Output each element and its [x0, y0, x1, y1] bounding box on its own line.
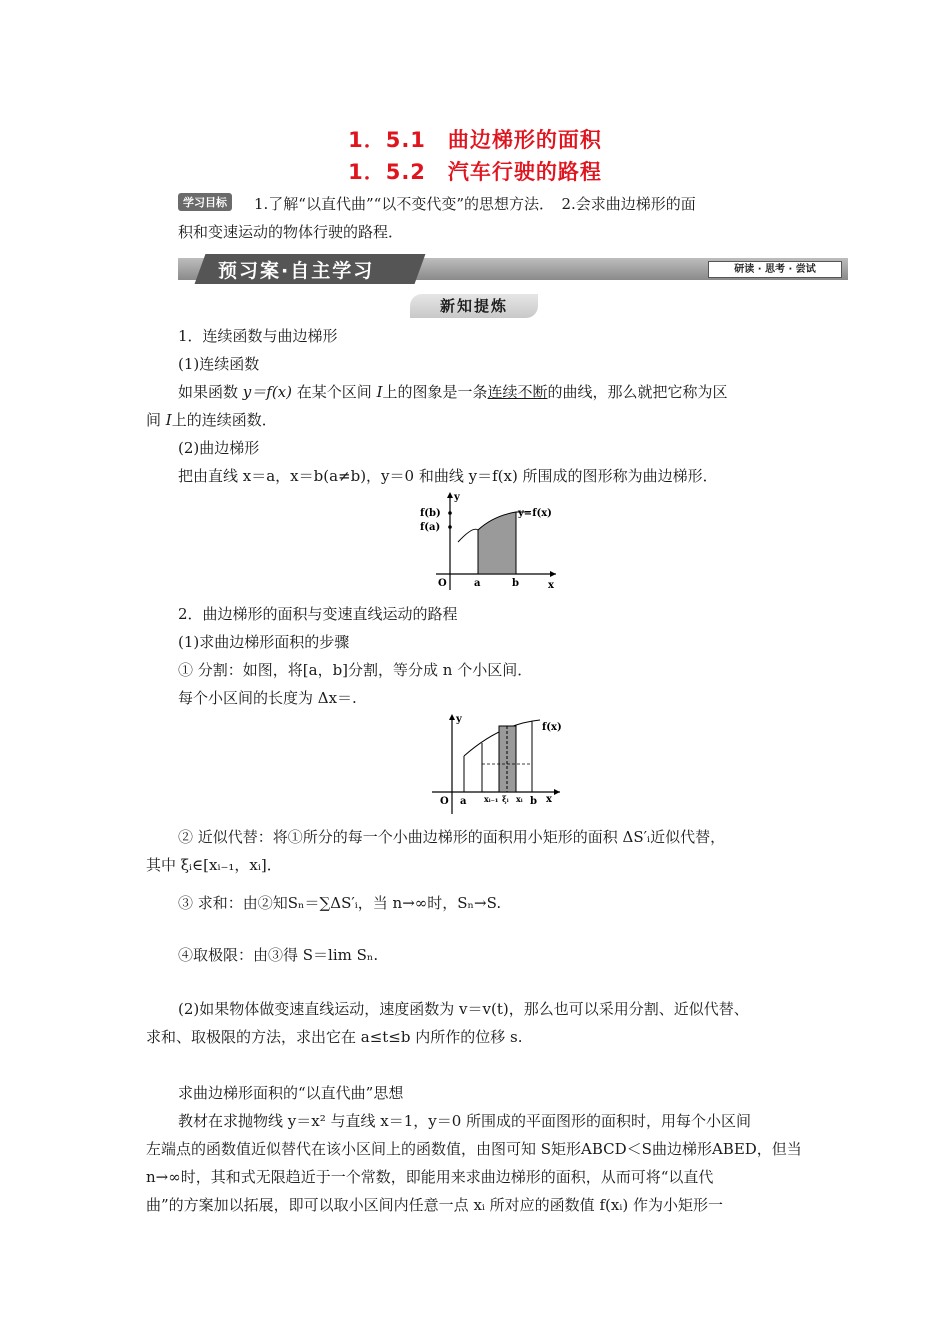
step-3: ③ 求和：由②知Sₙ＝∑ΔS′ᵢ，当 n→∞时，Sₙ→S.: [178, 894, 502, 912]
fig1-b-label: b: [512, 578, 519, 589]
fig1-fa-label: f(a): [420, 522, 441, 533]
figure-partition: [420, 712, 572, 818]
fig2-fx-label: f(x): [542, 722, 562, 733]
heading-2: 2．曲边梯形的面积与变速直线运动的路程: [178, 605, 458, 623]
fig2-xi-label: ξᵢ: [502, 794, 509, 804]
fig2-y-label: y: [456, 714, 462, 725]
heading-1: 1．连续函数与曲边梯形: [178, 327, 338, 345]
para-2: 把由直线 x＝a，x＝b(a≠b)，y＝0 和曲线 y＝f(x) 所围成的图形称为曲边梯形．: [178, 467, 718, 485]
goal-line-2: 积和变速运动的物体行驶的路程．: [178, 223, 404, 241]
heading-2a: (1)求曲边梯形面积的步骤: [178, 633, 350, 651]
para-1b: 间 I上的连续函数．: [146, 411, 277, 429]
fig1-a-label: a: [474, 578, 481, 589]
para-3: (2)如果物体做变速直线运动，速度函数为 v＝v(t)，那么也可以采用分割、近似代替、: [178, 1000, 749, 1018]
fig2-a-label: a: [460, 796, 467, 807]
step-4: ④取极限：由③得 S＝lim Sₙ.: [178, 946, 379, 964]
fig1-origin-label: O: [438, 578, 447, 589]
para-4-line-4: 曲”的方案加以拓展，即可以取小区间内任意一点 xᵢ 所对应的函数值 f(xᵢ) 作为小矩形一: [146, 1196, 723, 1214]
section-band-title: 预习案·自主学习: [218, 260, 375, 282]
para-4-line-3: n→∞时，其和式无限趋近于一个常数，即能用来求曲边梯形的面积，从而可将“以直代: [146, 1168, 714, 1186]
para-3b: 求和、取极限的方法，求出它在 a≤t≤b 内所作的位移 s.: [146, 1028, 523, 1046]
heading-3: 求曲边梯形面积的“以直代曲”思想: [178, 1084, 404, 1102]
figure-curved-trapezoid: [418, 490, 558, 596]
fig1-y-label: y: [454, 492, 460, 503]
goal-line-1: 1.了解“以直代曲”“以不变代变”的思想方法． 2.会求曲边梯形的面: [254, 195, 696, 213]
step-1: ① 分割：如图，将[a，b]分割，等分成 n 个小区间．: [178, 661, 533, 679]
step-2b: 其中 ξᵢ∈[xᵢ₋₁，xᵢ]．: [146, 856, 282, 874]
fig2-xii-label: xᵢ: [516, 794, 523, 804]
fig2-x-label: x: [546, 794, 552, 805]
fig1-x-label: x: [548, 580, 554, 591]
title-2: 1．5.2 汽车行驶的路程: [348, 160, 602, 184]
step-1b: 每个小区间的长度为 Δx＝.: [178, 689, 357, 707]
fig2-xi1-label: xᵢ₋₁: [484, 794, 499, 804]
step-2: ② 近似代替：将①所分的每一个小曲边梯形的面积用小矩形的面积 ΔS′ᵢ近似代替，: [178, 828, 726, 846]
heading-1a: (1)连续函数: [178, 355, 260, 373]
para-1: 如果函数 y＝f(x) 在某个区间 I上的图象是一条连续不断的曲线，那么就把它称为区: [178, 383, 728, 401]
fig2-b-label: b: [530, 796, 537, 807]
fig1-fb-label: f(b): [420, 508, 441, 519]
fig2-origin-label: O: [440, 796, 449, 807]
para-4-line-2: 左端点的函数值近似替代在该小区间上的函数值，由图可知 S矩形ABCD＜S曲边梯形ABED，但当: [146, 1140, 802, 1158]
fig1-curve-label: y=f(x): [518, 508, 552, 519]
para-4-line-1: 教材在求抛物线 y＝x² 与直线 x＝1，y＝0 所围成的平面图形的面积时，用每个小区间: [178, 1112, 752, 1130]
heading-1b: (2)曲边梯形: [178, 439, 260, 457]
section-band-right: 研读 · 思考 · 尝试: [708, 261, 842, 278]
subsection-title: 新知提炼: [410, 294, 538, 318]
goal-badge: 学习目标: [178, 193, 232, 211]
title-1: 1．5.1 曲边梯形的面积: [348, 128, 602, 152]
